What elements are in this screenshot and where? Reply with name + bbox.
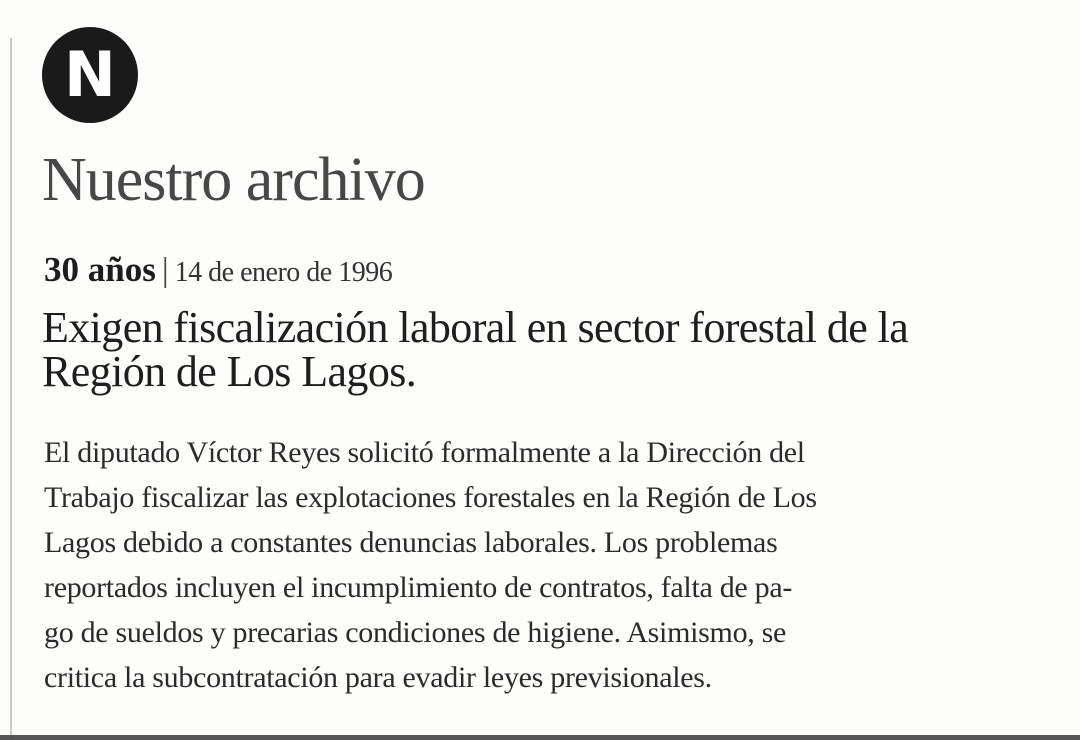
- anniversary-years: 30 años: [44, 250, 156, 289]
- body-line: critica la subcontratación para evadir leyes previsionales.: [44, 661, 712, 694]
- body-line: Lagos debido a constantes denuncias laborales. Los problemas: [44, 526, 778, 559]
- body-line: El diputado Víctor Reyes solicitó formalmente a la Dirección del: [44, 436, 805, 469]
- archive-date: 14 de enero de 1996: [174, 257, 393, 288]
- section-title: Nuestro archivo: [42, 146, 425, 214]
- article-headline: Exigen fiscalización laboral en sector forestal de la Región de Los Lagos.: [42, 303, 909, 396]
- body-line: go de sueldos y precarias condiciones de higiene. Asimismo, se: [44, 616, 787, 649]
- newspaper-logo-badge: [42, 27, 138, 123]
- bottom-edge-rule: [0, 735, 1080, 740]
- body-line: Trabajo fiscalizar las explotaciones forestales en la Región de Los: [44, 481, 817, 514]
- dateline-separator: |: [161, 252, 169, 289]
- left-column-rule: [10, 38, 12, 738]
- body-line: reportados incluyen el incumplimiento de contratos, falta de pa-: [44, 571, 793, 604]
- logo-letter: N: [64, 38, 116, 111]
- dateline: [44, 252, 392, 288]
- article-body: [44, 430, 1044, 700]
